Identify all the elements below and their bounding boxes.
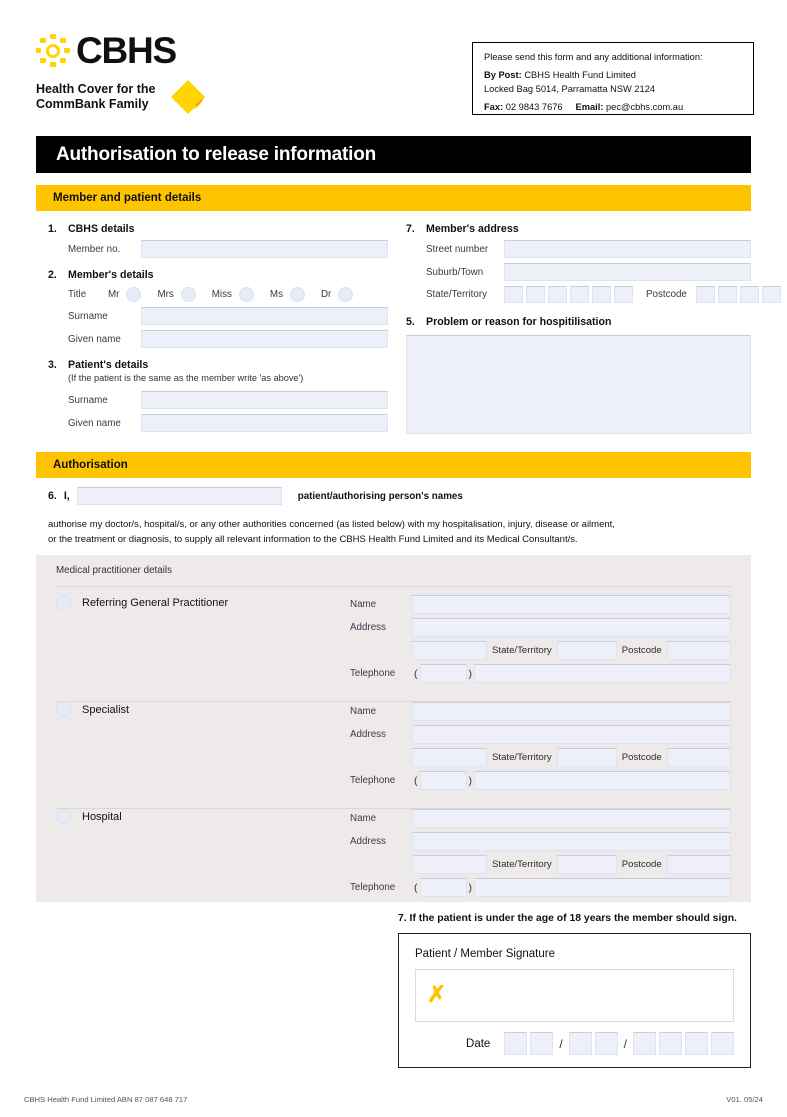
member-left-column: [48, 223, 388, 432]
patient-surname-label: Surname: [68, 394, 108, 406]
title-options-row: [48, 287, 388, 302]
title-option-mrs[interactable]: [157, 287, 195, 302]
hospital-paren-open: (: [414, 881, 418, 894]
signature-date-row: [415, 1032, 734, 1055]
gp-telephone-row: [350, 664, 731, 683]
hospital-state-input[interactable]: [557, 855, 617, 874]
postcode-box[interactable]: [740, 286, 759, 303]
date-day-boxes[interactable]: [504, 1032, 553, 1055]
practitioner-specialist-fields: [350, 702, 731, 790]
title-radio-miss[interactable]: [239, 287, 254, 302]
practitioner-radio-hospital[interactable]: [56, 809, 71, 824]
specialist-paren-close: ): [468, 774, 472, 787]
patient-given-name-label: Given name: [68, 417, 121, 429]
section-header-member: Member and patient details: [36, 185, 751, 211]
hospital-name-input[interactable]: [412, 809, 731, 828]
member-surname-label: Surname: [68, 310, 108, 322]
commbank-diamond-icon: [169, 78, 207, 116]
patient-given-name-input[interactable]: [141, 414, 388, 432]
signature-x-mark-icon: ✗: [427, 981, 447, 1007]
date-year-boxes[interactable]: [633, 1032, 734, 1055]
title-option-mr-label: Mr: [108, 289, 120, 300]
contact-fax-value: 02 9843 7676: [505, 102, 563, 113]
problem-textarea[interactable]: [406, 335, 751, 434]
state-box[interactable]: [570, 286, 589, 303]
problem-heading: [406, 316, 751, 328]
date-separator-1: /: [559, 1036, 563, 1051]
gp-address-input[interactable]: [412, 618, 731, 637]
member-details-number: 2.: [48, 269, 57, 281]
member-no-row: [48, 240, 388, 258]
specialist-telephone-label: Telephone: [350, 775, 396, 786]
title-label: Title: [68, 289, 87, 300]
specialist-telephone-input[interactable]: [474, 771, 731, 790]
patient-details-label: Patient's details: [68, 359, 149, 371]
contact-info-box: [472, 42, 754, 115]
gp-paren-open: (: [414, 667, 418, 680]
cbhs-details-heading: [48, 223, 388, 235]
practitioner-gp-label: Referring General Practitioner: [82, 596, 229, 609]
gp-telephone-label: Telephone: [350, 668, 396, 679]
postcode-label: Postcode: [646, 289, 687, 300]
hospital-state-label: State/Territory: [492, 859, 552, 870]
hospital-telephone-input[interactable]: [474, 878, 731, 897]
patient-surname-row: [48, 391, 388, 409]
specialist-state-label: State/Territory: [492, 752, 552, 763]
authorisation-name-row: [48, 487, 753, 505]
hospital-telephone-row: [350, 878, 731, 897]
practitioner-block-gp: [56, 595, 731, 693]
title-radio-ms[interactable]: [290, 287, 305, 302]
practitioner-radio-gp[interactable]: [56, 595, 71, 610]
postcode-box[interactable]: [696, 286, 715, 303]
postcode-boxes[interactable]: [696, 286, 781, 303]
hospital-area-code-input[interactable]: [420, 878, 467, 897]
state-box[interactable]: [592, 286, 611, 303]
specialist-state-input[interactable]: [557, 748, 617, 767]
hospital-paren-close: ): [468, 881, 472, 894]
hospital-name-label: Name: [350, 813, 377, 824]
authorisation-paragraph-line-1: authorise my doctor/s, hospital/s, or any other authorities concerned (as listed below) with my hospitalisation, injury, disease or ailment,: [48, 519, 615, 530]
contact-post: [484, 69, 742, 82]
specialist-suburb-input[interactable]: [412, 748, 487, 767]
sunburst-icon: [36, 34, 70, 68]
state-box[interactable]: [526, 286, 545, 303]
hospital-name-row: [350, 809, 731, 828]
title-option-mr[interactable]: [108, 287, 141, 302]
patient-details-heading: [48, 359, 388, 383]
state-box[interactable]: [504, 286, 523, 303]
specialist-area-code-input[interactable]: [420, 771, 467, 790]
specialist-name-row: [350, 702, 731, 721]
signature-input[interactable]: [415, 969, 734, 1022]
title-radio-mrs[interactable]: [181, 287, 196, 302]
member-given-name-label: Given name: [68, 333, 121, 345]
authorisation-paragraph-line-2: or the treatment or diagnosis, to supply all relevant information to the CBHS Health Fund Limited and its Medical Consultant/s.: [48, 534, 578, 546]
title-option-ms[interactable]: [270, 287, 305, 302]
brand-name: CBHS: [76, 30, 177, 71]
title-radio-mr[interactable]: [126, 287, 141, 302]
authorisation-name-input[interactable]: [77, 487, 282, 505]
authorisation-paragraph: [48, 517, 753, 548]
tagline-line-2: CommBank Family: [36, 97, 149, 111]
member-address-number: 7.: [406, 223, 415, 235]
title-option-dr[interactable]: [321, 287, 353, 302]
specialist-postcode-label: Postcode: [621, 752, 662, 763]
page-title: Authorisation to release information: [36, 136, 751, 173]
page-header: [0, 0, 787, 130]
contact-post-address: Locked Bag 5014, Parramatta NSW 2124: [484, 83, 656, 94]
practitioner-block-specialist: [56, 702, 731, 800]
title-option-miss-label: Miss: [211, 289, 232, 300]
state-box[interactable]: [614, 286, 633, 303]
signature-box: [398, 933, 751, 1068]
date-year-box[interactable]: [685, 1032, 708, 1055]
member-surname-input[interactable]: [141, 307, 388, 325]
gp-postcode-label: Postcode: [621, 645, 662, 656]
contact-email-label: Email:: [575, 102, 604, 113]
member-no-input[interactable]: [141, 240, 388, 258]
date-separator-2: /: [623, 1036, 627, 1051]
specialist-state-postcode-row: [350, 748, 731, 767]
gp-address-label: Address: [350, 622, 386, 633]
member-given-name-row: [48, 330, 388, 348]
footer-abn: CBHS Health Fund Limited ABN 87 087 648 717: [24, 1095, 188, 1104]
specialist-address-input[interactable]: [412, 725, 731, 744]
practitioner-gp-fields: [350, 595, 731, 683]
title-option-mrs-label: Mrs: [157, 289, 174, 300]
suburb-input[interactable]: [504, 263, 751, 281]
patient-surname-input[interactable]: [141, 391, 388, 409]
hospital-address-input[interactable]: [412, 832, 731, 851]
hospital-address-label: Address: [350, 836, 386, 847]
date-year-box[interactable]: [633, 1032, 656, 1055]
title-option-ms-label: Ms: [269, 289, 283, 300]
street-number-label: Street number: [426, 243, 489, 255]
gp-area-code-input[interactable]: [420, 664, 467, 683]
contact-post-label: By Post:: [484, 70, 522, 81]
practitioner-block-hospital: [56, 809, 731, 907]
patient-details-number: 3.: [48, 359, 57, 371]
authorisation-area: [48, 487, 753, 548]
gp-suburb-input[interactable]: [412, 641, 487, 660]
postcode-box[interactable]: [762, 286, 781, 303]
date-label: Date: [466, 1037, 491, 1050]
gp-address-row: [350, 618, 731, 637]
date-month-box[interactable]: [569, 1032, 592, 1055]
practitioner-hospital-label: Hospital: [82, 810, 122, 823]
gp-name-label: Name: [350, 599, 377, 610]
cbhs-logo: [36, 32, 207, 116]
state-postcode-row: [406, 286, 751, 303]
title-option-miss[interactable]: [212, 287, 254, 302]
gp-state-postcode-row: [350, 641, 731, 660]
member-address-label: Member's address: [426, 223, 519, 235]
medical-practitioner-panel: [36, 555, 751, 902]
hospital-address-row: [350, 832, 731, 851]
patient-given-name-row: [48, 414, 388, 432]
authorisation-caption: patient/authorising person's names: [297, 490, 463, 502]
date-day-box[interactable]: [504, 1032, 527, 1055]
practitioner-hospital-fields: [350, 809, 731, 897]
street-number-row: [406, 240, 751, 258]
signature-instruction: 7. If the patient is under the age of 18 years the member should sign.: [398, 913, 737, 924]
contact-intro: Please send this form and any additional information:: [484, 52, 703, 62]
contact-post-value: CBHS Health Fund Limited: [524, 70, 636, 81]
gp-paren-close: ): [468, 667, 472, 680]
hospital-postcode-label: Postcode: [621, 859, 662, 870]
hospital-state-postcode-row: [350, 855, 731, 874]
specialist-telephone-row: [350, 771, 731, 790]
date-year-box[interactable]: [659, 1032, 682, 1055]
state-boxes[interactable]: [504, 286, 633, 303]
problem-label: Problem or reason for hospitilisation: [426, 316, 612, 328]
date-month-box[interactable]: [595, 1032, 618, 1055]
state-box[interactable]: [548, 286, 567, 303]
specialist-postcode-input[interactable]: [667, 748, 731, 767]
hospital-suburb-input[interactable]: [412, 855, 487, 874]
practitioner-specialist-label: Specialist: [82, 703, 130, 716]
brand-tagline: [36, 82, 155, 113]
gp-postcode-input[interactable]: [667, 641, 731, 660]
state-label: State/Territory: [426, 289, 487, 300]
specialist-address-row: [350, 725, 731, 744]
problem-number: 5.: [406, 316, 415, 328]
gp-name-input[interactable]: [412, 595, 731, 614]
member-surname-row: [48, 307, 388, 325]
member-details-label: Member's details: [68, 269, 154, 281]
cbhs-details-number: 1.: [48, 223, 57, 235]
date-year-box[interactable]: [711, 1032, 734, 1055]
member-details-heading: [48, 269, 388, 281]
footer-version: V01. 05/24: [726, 1095, 763, 1104]
specialist-paren-open: (: [414, 774, 418, 787]
suburb-row: [406, 263, 751, 281]
suburb-label: Suburb/Town: [426, 266, 484, 278]
panel-divider: [56, 586, 731, 587]
practitioner-radio-specialist[interactable]: [56, 702, 71, 717]
tagline-line-1: Health Cover for the: [36, 81, 156, 96]
member-given-name-input[interactable]: [141, 330, 388, 348]
street-number-input[interactable]: [504, 240, 751, 258]
gp-telephone-input[interactable]: [474, 664, 731, 683]
hospital-postcode-input[interactable]: [667, 855, 731, 874]
contact-fax-email: [484, 101, 742, 114]
date-month-boxes[interactable]: [569, 1032, 618, 1055]
section-header-authorisation: Authorisation: [36, 452, 751, 478]
specialist-name-input[interactable]: [412, 702, 731, 721]
patient-details-note: (If the patient is the same as the member write 'as above'): [68, 373, 304, 383]
hospital-telephone-label: Telephone: [350, 882, 396, 893]
contact-email-value: pec@cbhs.com.au: [606, 102, 684, 113]
member-right-column: [406, 223, 751, 434]
practitioner-panel-title: Medical practitioner details: [56, 565, 172, 576]
gp-state-label: State/Territory: [492, 645, 552, 656]
signature-box-title: Patient / Member Signature: [415, 948, 555, 960]
date-day-box[interactable]: [530, 1032, 553, 1055]
member-no-label: Member no.: [68, 243, 121, 255]
member-address-heading: [406, 223, 751, 235]
specialist-address-label: Address: [350, 729, 386, 740]
cbhs-details-label: CBHS details: [68, 223, 135, 235]
title-option-dr-label: Dr: [320, 289, 332, 300]
authorisation-number: 6.: [48, 490, 57, 502]
postcode-box[interactable]: [718, 286, 737, 303]
specialist-name-label: Name: [350, 706, 377, 717]
authorisation-i-label: I,: [63, 490, 70, 502]
contact-fax-label: Fax:: [484, 102, 504, 113]
gp-state-input[interactable]: [557, 641, 617, 660]
gp-name-row: [350, 595, 731, 614]
title-radio-dr[interactable]: [338, 287, 353, 302]
